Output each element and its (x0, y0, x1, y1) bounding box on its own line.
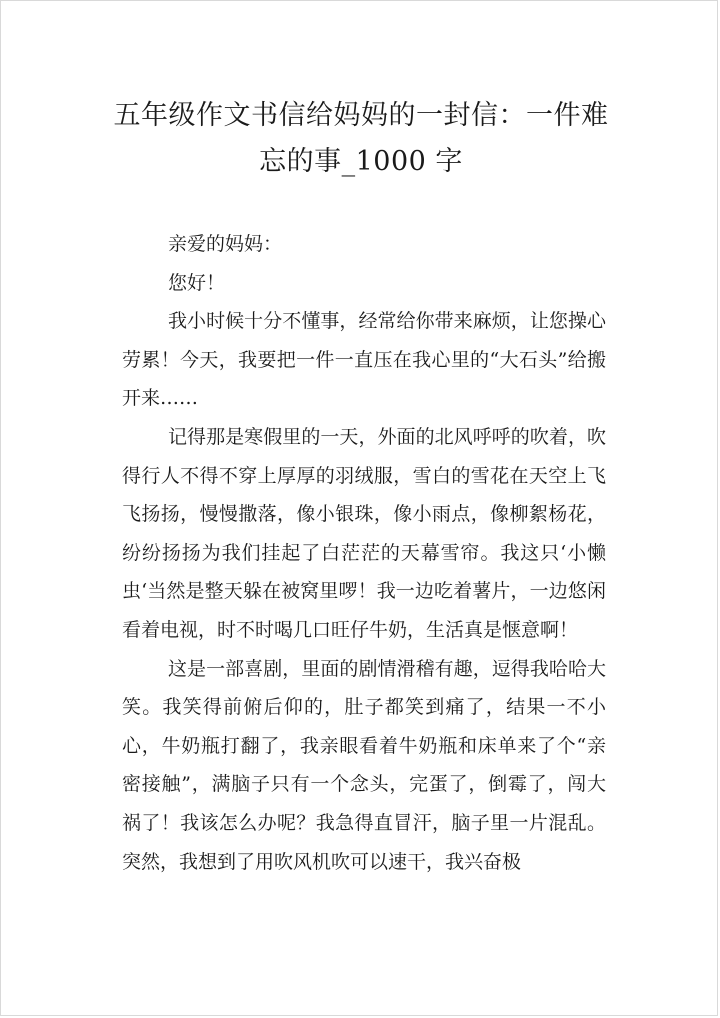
paragraph: 记得那是寒假里的一天，外面的北风呼呼的吹着，吹得行人不得不穿上厚厚的羽绒服，雪白的雪花在天空上飞飞扬扬，慢慢撒落，像小银珠，像小雨点，像柳絮杨花，纷纷扬扬为我们挂起了白茫茫的天幕雪帘。我这只‘小懒虫‘当然是整天躲在被窝里啰！我一边吃着薯片，一边悠闲看着电视，时不时喝几口旺仔牛奶，生活真是惬意啊！ (122, 425, 606, 641)
paragraph: 这是一部喜剧，里面的剧情滑稽有趣，逗得我哈哈大笑。我笑得前俯后仰的，肚子都笑到痛了，结果一不小心，牛奶瓶打翻了，我亲眼看着牛奶瓶和床单来了个“亲密接触”，满脑子只有一个念头，完蛋了，倒霉了，闯大祸了！我该怎么办呢？我急得直冒汗，脑子里一片混乱。突然，我想到了用吹风机吹可以速干，我兴奋极 (122, 657, 606, 873)
paragraph: 我小时候十分不懂事，经常给你带来麻烦，让您操心劳累！今天，我要把一件一直压在我心里的“大石头”给搬开来…… (122, 310, 606, 410)
greeting: 亲爱的妈妈： (168, 233, 283, 255)
salutation: 您好！ (168, 271, 226, 294)
title-line-1: 五年级作文书信给妈妈的一封信：一件难 (113, 100, 609, 131)
title-line-2: 忘的事_1000 字 (259, 146, 463, 177)
letter-body (122, 225, 606, 881)
document-title (111, 93, 611, 185)
